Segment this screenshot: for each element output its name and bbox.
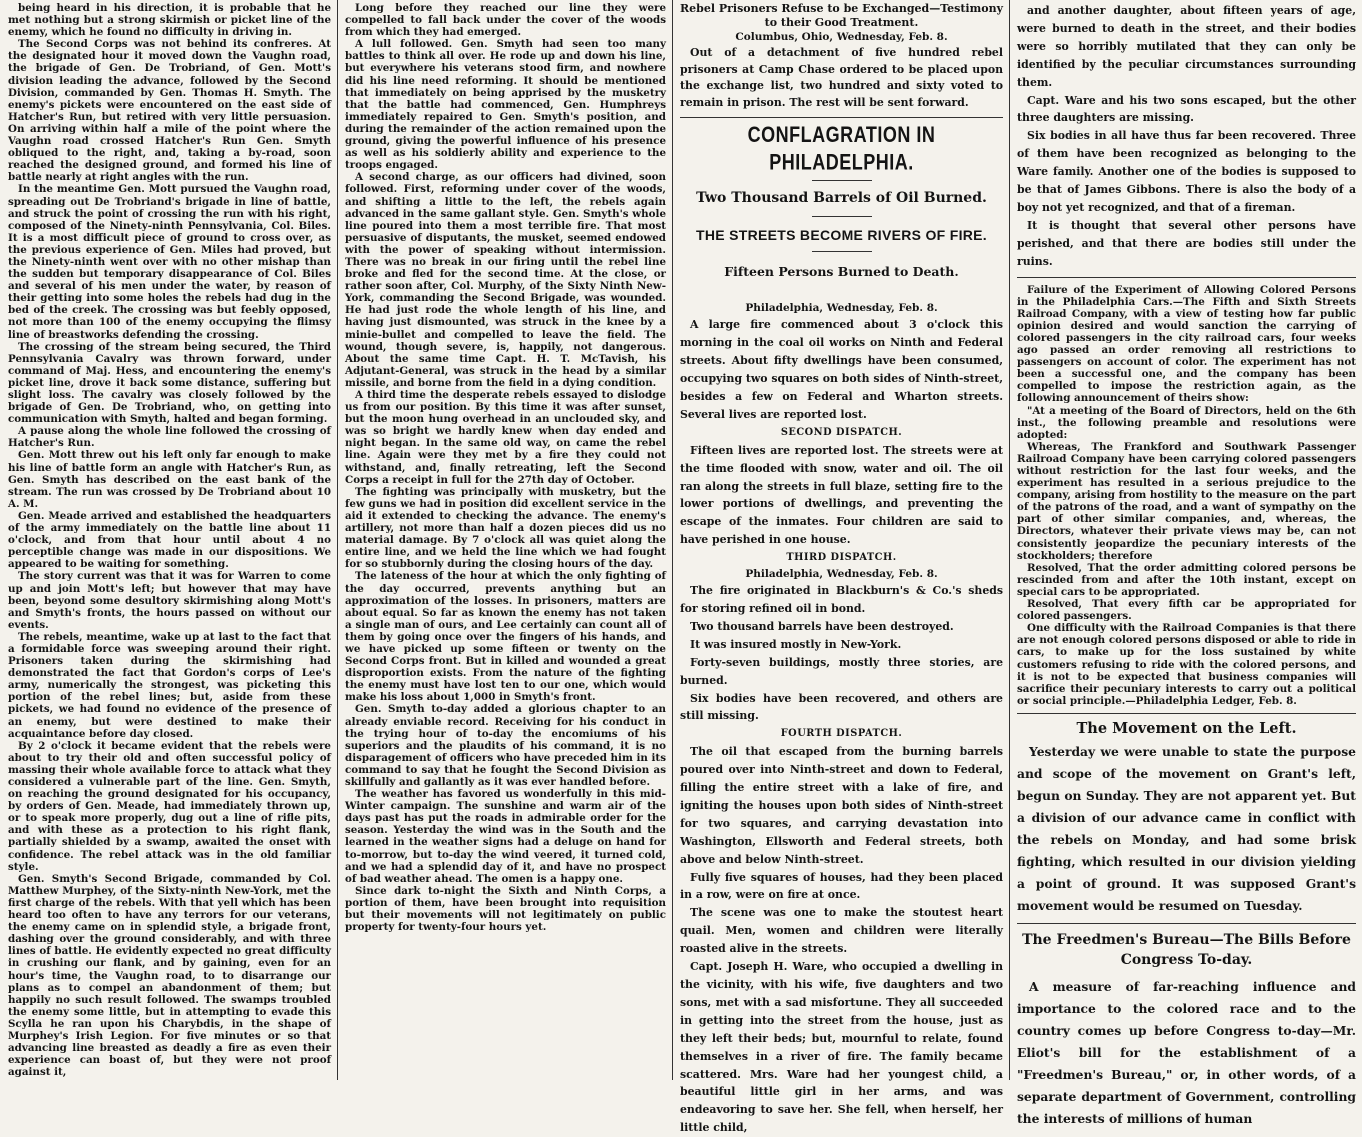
paragraph: The scene was one to make the stoutest heart quail. Men, women and children were literally roasted alive in the streets.: [680, 906, 1003, 956]
paragraph: The story current was that it was for Warren to come up and join Mott's left; but however that may have been, beyond some desultory skirmishing along Mott's and Smyth's fronts, the hours passed on without our events.: [8, 570, 331, 631]
paragraph: Forty-seven buildings, mostly three stories, are burned.: [680, 655, 1003, 687]
dispatch-heading: THIRD DISPATCH.: [786, 552, 897, 564]
paragraph: A lull followed. Gen. Smyth had seen too many battles to think all over. He rode up and down his line, but everywhere his veterans stood firm, and nowhere did his line need reforming. It should be mentioned that immediately on being apprised by the musketry that the battle had commenced, Gen. Humphreys immediately repaired to Gen. Smyth's position, and during the remainder of the action remained upon the ground, giving the powerful influence of his presence as well as his soldierly ability and experience to the troops engaged.: [345, 38, 666, 172]
column-3: [672, 0, 1009, 1135]
paragraph: Failure of the Experiment of Allowing Colored Persons in the Philadelphia Cars.—The Fifth and Sixth Streets Railroad Company, with a view of testing how far public opinion desired and would sanction the carrying of colored passengers in the city railroad cars, four weeks ago passed an order removing all restrictions to passengers on account of color. The experiment has not been a successful one, and the company has been compelled to impose the restriction again, as the following announcement of theirs show:: [1017, 283, 1356, 405]
dispatch-heading: SECOND DISPATCH.: [780, 426, 903, 438]
paragraph: Gen. Mott threw out his left only far enough to make his line of battle form an angle with Hatcher's Run, as Gen. Smyth has described on the east bank of the stream. The run was crossed by De Trobriand about 10 A. M.: [8, 449, 331, 510]
streets-headline: THE STREETS BECOME RIVERS OF FIRE.: [695, 227, 987, 244]
movement-headline: The Movement on the Left.: [1076, 719, 1297, 737]
paragraph: Capt. Joseph H. Ware, who occupied a dwelling in the vicinity, with his wife, five daughters and two sons, met with a sad misfortune. They all succeeded in getting into the street from the house, just as they left their beds; but, mournful to relate, found themselves in a river of fire. The family became scattered. Mrs. Ware had her youngest child, a beautiful little girl in her arms, and was endeavoring to save her. She fell, when herself, her little child,: [680, 960, 1003, 1135]
divider: [680, 117, 1003, 118]
paragraph: Gen. Smyth's Second Brigade, commanded by Col. Matthew Murphey, of the Sixty-ninth New-York, met the first charge of the rebels. With that yell which has been heard too often to have any terrors for our veterans, the enemy came on in splendid style, a brigade front, dashing over the ground considerably, and with three lines of battle. He evidently expected no great difficulty in crushing our flank, and by gaining, even for an hour's time, the Vaughn road, to to disarrange our plans as to compel an abandonment of them; but happily no such result followed. The swamps troubled the enemy some little, but in attempting to evade this Scylla he ran upon his Charybdis, in the shape of Murphey's Irish Legion. For five minutes or so that advancing line breasted as deadly a fire as even their experience can boast of, but they were not proof against it,: [8, 872, 331, 1079]
divider: [812, 216, 872, 217]
paragraph: In the meantime Gen. Mott pursued the Vaughn road, spreading out De Trobriand's brigade in line of battle, and struck the point of crossing the run with his right, composed of the Ninety-ninth Pennsylvania, Col. Biles. It is a most difficult piece of ground to cross over, as the previous experience of Gen. Miles had proved, but the Ninety-ninth went over with no other mishap than the sudden but temporary disappearance of Col. Biles and several of his men under the water, by reason of their getting into some holes the rebels had dug in the bed of the creek. The crossing was but feebly opposed, not more than 100 of the enemy occupying the flimsy line of breastworks defending the crossing.: [8, 183, 331, 341]
paragraph: The fighting was principally with musketry, but the few guns we had in position did excellent service in the aid it extended to checking the advance. The enemy's artillery, not more than half a dozen pieces did us no material damage. By 7 o'clock all was quiet along the entire line, and we held the line which we had fought for so stubbornly during the closing hours of the day.: [345, 485, 666, 571]
fifteen-persons-headline: Fifteen Persons Burned to Death.: [724, 264, 959, 280]
column-4: [1009, 0, 1362, 1126]
paragraph: The crossing of the stream being secured, the Third Pennsylvania Cavalry was thrown forward, under command of Maj. Hess, and encountering the enemy's picket line, drove it back some distance, suffering but slight loss. The cavalry was closely followed by the brigade of Gen. De Trobriand, who, on getting into communication with Smyth, halted and began forming.: [8, 340, 331, 426]
paragraph: Capt. Ware and his two sons escaped, but the other three daughters are missing.: [1017, 93, 1356, 125]
paragraph: The fire originated in Blackburn's & Co.'s sheds for storing refined oil in bond.: [680, 584, 1003, 615]
paragraph: It is thought that several other persons have perished, and that there are bodies still under the ruins.: [1017, 218, 1356, 268]
paragraph: "At a meeting of the Board of Directors, held on the 6th inst., the following preamble and resolutions were adopted:: [1017, 404, 1356, 441]
paragraph: Six bodies have been recovered, and others are still missing.: [680, 691, 1003, 723]
paragraph: Fifteen lives are reported lost. The streets were at the time flooded with snow, water and oil. The oil ran along the streets in full blaze, setting fire to the lower portions of dwellings, and preventing the escape of the inmates. Four children are said to have perished in one house.: [680, 443, 1003, 547]
paragraph: The oil that escaped from the burning barrels poured over into Ninth-street and down to Federal, filling the entire street with a lake of fire, and igniting the houses upon both sides of Ninth-street for two squares, and carrying devastation into Washington, Ellsworth and Federal streets, both above and below Ninth-street.: [680, 745, 1003, 866]
column-1: [0, 0, 337, 1080]
paragraph: Six bodies in all have thus far been recovered. Three of them have been recognized as belonging to the Ware family. Another one of the bodies is supposed to be that of James Gibbons. There is also the body of a boy not yet recognized, and that of a fireman.: [1017, 129, 1356, 214]
paragraph: Gen. Meade arrived and established the headquarters of the army immediately on the battle line about 11 o'clock, and from that hour until about 4 no perceptible change was made in our dispositions. We appeared to be waiting for something.: [8, 509, 331, 571]
oil-headline: Two Thousand Barrels of Oil Burned.: [696, 190, 987, 207]
paragraph: By 2 o'clock it became evident that the rebels were about to try their old and often successful policy of massing their whole available force to attack what they considered a vulnerable part of the line. Gen. Smyth, on reaching the ground designated for his occupancy, by orders of Gen. Meade, had immediately thrown up, or to speak more properly, dug out a line of rifle pits, and with these as a protection to his right flank, partially shielded by a swamp, awaited the onset with confidence. The rebel attack was in the old familiar style.: [8, 739, 331, 873]
paragraph: being heard in his direction, it is probable that he met nothing but a strong skirmish or picket line of the enemy, which he found no difficulty in driving in.: [8, 2, 331, 39]
divider: [1017, 923, 1356, 924]
dateline: Philadelphia, Wednesday, Feb. 8.: [745, 302, 938, 315]
paragraph: A large fire commenced about 3 o'clock this morning in the coal oil works on Ninth and Federal streets. About fifty dwellings have been consumed, occupying two squares on both sides of Ninth-street, besides a few on Federal and Wharton streets. Several lives are reported lost.: [680, 318, 1003, 421]
rebel-prisoners-headline: Rebel Prisoners Refuse to be Exchanged—Testimony to their Good Treatment.: [680, 2, 1003, 29]
paragraph: Whereas, The Frankford and Southwark Passenger Railroad Company have been carrying colored passengers without restriction for the last four weeks, and the experiment has resulted in a serious prejudice to the company, arising from hostility to the measure on the part of the patrons of the road, and a want of sympathy on the part of other similar companies, and, whereas, the Directors, whatever their private views may be, can not consistently jeopardize the pecuniary interests of the stockholders; therefore: [1017, 440, 1356, 562]
paragraph: Resolved, That every fifth car be appropriated for colored passengers.: [1017, 598, 1356, 623]
paragraph: and another daughter, about fifteen years of age, were burned to death in the street, and their bodies were so horribly mutilated that they can only be identified by the peculiar circumstances surrounding them.: [1017, 4, 1356, 89]
paragraph: Out of a detachment of five hundred rebel prisoners at Camp Chase ordered to be placed upon the exchange list, two hundred and sixty voted to remain in prison. The rest will be sent forward.: [680, 46, 1003, 109]
column-2: [337, 0, 672, 1080]
paragraph: The lateness of the hour at which the only fighting of the day occurred, prevents anything but an approximation of the losses. In prisoners, matters are about equal. So far as known the enemy has not taken a single man of ours, and Lee certainly can count all of them by going once over the fingers of his hands, and we have picked up some fifteen or twenty on the Second Corps front. But in killed and wounded a great disproportion exists. From the nature of the fighting the enemy must have lost ten to our one, which would make his loss about 1,000 in Smyth's front.: [345, 570, 666, 704]
paragraph: A pause along the whole line followed the crossing of Hatcher's Run.: [8, 425, 331, 450]
conflagration-headline: CONFLAGRATION IN PHILADELPHIA.: [747, 122, 936, 175]
divider: [1017, 277, 1356, 278]
paragraph: A measure of far-reaching influence and importance to the colored race and to the country comes up before Congress to-day—Mr. Eliot's bill for the establishment of a "Freedmen's Bureau," or, in other words, of a separate department of Government, controlling the interests of millions of human: [1017, 978, 1356, 1126]
paragraph: The Second Corps was not behind its confreres. At the designated hour it moved down the Vaughn road, the brigade of Gen. De Trobriand, of Gen. Mott's division leading the advance, followed by the Second Division, commanded by Gen. Thomas H. Smyth. The enemy's pickets were encountered on the east side of Hatcher's Run, but retired with very little persuasion. On arriving within half a mile of the point where the Vaughn road crossed Hatcher's Run Gen. Smyth obliqued to the right, and, taking a by-road, soon reached the designed ground, and formed his line of battle nearly at right angles with the run.: [8, 38, 331, 184]
freedmens-bureau-headline: The Freedmen's Bureau—The Bills Before Congress To-day.: [1022, 931, 1351, 968]
paragraph: One difficulty with the Railroad Companies is that there are not enough colored persons disposed or able to ride in cars, to make up for the loss sustained by white customers refusing to ride with the colored persons, and it is not to be expected that business companies will sacrifice their pecuniary interests to carry out a political or social principle.—Philadelphia Ledger, Feb. 8.: [1017, 622, 1356, 707]
paragraph: Resolved, That the order admitting colored persons be rescinded from and after the 10th instant, except on special cars to be appropriated.: [1017, 561, 1356, 598]
paragraph: Two thousand barrels have been destroyed.: [690, 619, 954, 633]
paragraph: Fully five squares of houses, had they been placed in a row, were on fire at once.: [680, 870, 1003, 902]
divider: [812, 180, 872, 181]
paragraph: Since dark to-night the Sixth and Ninth Corps, a portion of them, have been brought into requisition but their movements will not legitimately on public property for twenty-four hours yet.: [345, 884, 666, 934]
paragraph: A second charge, as our officers had divined, soon followed. First, reforming under cover of the woods, and shifting a little to the left, the rebels again advanced in the same gallant style. Gen. Smyth's whole line poured into them a most terrible fire. That most persuasive of disputants, the musket, seemed endowed with the power of speaking without intermission. There was no break in our firing until the rebel line broke and fled for the second time. At the close, or rather soon after, Col. Murphy, of the Sixty Ninth New-York, commanding the Second Brigade, was wounded. He had just rode the whole length of his line, and having just dismounted, was struck in the knee by a minie-bullet and compelled to leave the field. The wound, though severe, is, happily, not dangerous. About the same time Capt. H. T. McTavish, his Adjutant-General, was struck in the head by a similar missile, and borne from the field in a dying condition.: [345, 171, 666, 389]
dispatch-heading: FOURTH DISPATCH.: [780, 728, 903, 740]
failure-of-experiment-article: [1017, 284, 1356, 707]
dateline: Philadelphia, Wednesday, Feb. 8.: [745, 568, 938, 581]
paragraph: The weather has favored us wonderfully in this mid-Winter campaign. The sunshine and warm air of the days past has put the roads in admirable order for the season. Yesterday the wind was in the South and the learned in the weather signs had a deluge on hand for to-morrow, but to-day the wind veered, it turned cold, and we had a splendid day of it, and have no prospect of bad weather ahead. The omen is a happy one.: [345, 788, 666, 885]
paragraph: It was insured mostly in New-York.: [690, 637, 902, 651]
dateline: Columbus, Ohio, Wednesday, Feb. 8.: [735, 31, 948, 43]
paragraph: A third time the desperate rebels essayed to dislodge us from our position. By this time it was after sunset, but the moon hung overhead in an unclouded sky, and was so bright we hardly knew when day ended and night began. In the same old way, on came the rebel line. Again were they met by a fire they could not withstand, and, finally retreating, left the Second Corps a receipt in full for the 27th day of October.: [345, 389, 666, 486]
paragraph: The rebels, meantime, wake up at last to the fact that a formidable force was sweeping around their right. Prisoners taken during the skirmishing had demonstrated the fact that Gordon's corps of Lee's army, numerically the strongest, was picketing this portion of the rebel lines; but, aside from these pickets, we had found no evidence of the presence of an enemy, but were destined to make their acquaintance before day closed.: [8, 630, 331, 740]
divider: [812, 251, 872, 252]
paragraph: Gen. Smyth to-day added a glorious chapter to an already enviable record. Receiving for his conduct in the trying hour of to-day the encomiums of his superiors and the plaudits of his command, it is no disparagement of officers who have preceded him in its command to say that he fought the Second Division as skillfully and gallantly as it was ever handled before.: [345, 703, 666, 788]
paragraph: Long before they reached our line they were compelled to fall back under the cover of the woods from which they had emerged.: [345, 2, 666, 39]
paragraph: Yesterday we were unable to state the purpose and scope of the movement on Grant's left, begun on Sunday. They are not apparent yet. But a division of our advance came in conflict with the rebels on Monday, and had some brisk fighting, which resulted in our division yielding a point of ground. It was supposed Grant's movement would be resumed on Tuesday.: [1017, 743, 1356, 913]
divider: [1017, 713, 1356, 714]
